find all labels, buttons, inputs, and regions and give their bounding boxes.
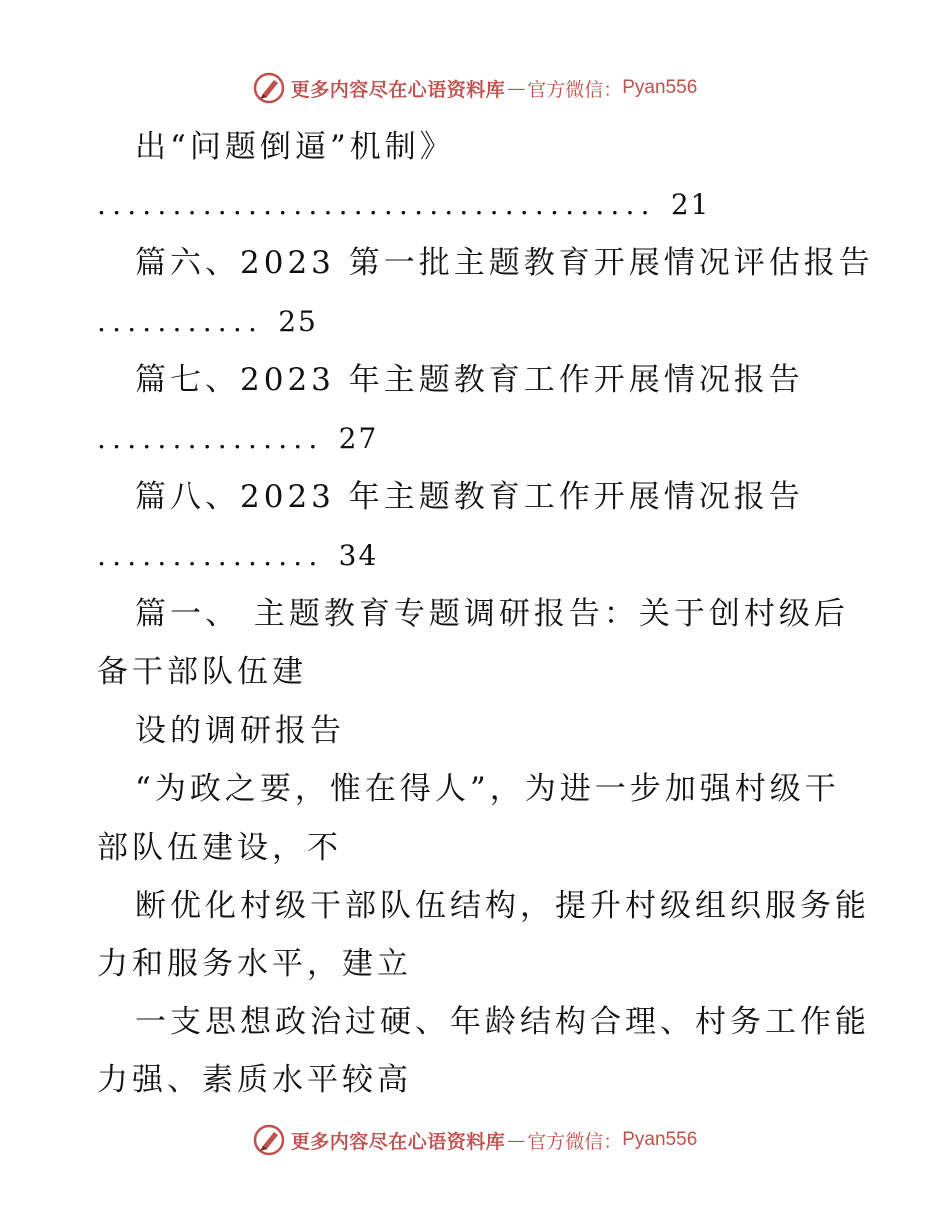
watermark-main-text: 更多内容尽在心语资料库 [290,78,506,101]
toc-dots: ........... [97,305,264,338]
toc-leader [97,419,378,459]
section-heading: 篇一、 主题教育专题调研报告：关于创村级后 [135,596,849,632]
watermark-main-text: 更多内容尽在心语资料库 [290,1130,506,1153]
watermark-banner-bottom [0,1120,950,1160]
watermark-dash: — [507,77,526,99]
watermark-banner-top [0,68,950,108]
watermark-id: Pyan556 [622,1129,698,1150]
body-paragraph-line: 力强、素质水平较高 [97,1062,412,1098]
toc-entry-title: 篇八、2023 年主题教育工作开展情况报告 [135,479,804,515]
toc-page-number: 21 [670,188,711,221]
body-paragraph-line: “为政之要，惟在得人”，为进一步加强村级干 [135,771,840,807]
toc-entry-title: 篇六、2023 第一批主题教育开展情况评估报告 [135,245,874,281]
pen-logo-icon [253,72,285,104]
watermark-sub-text: 官方微信： [527,1130,623,1153]
toc-leader [97,536,378,576]
body-paragraph-line: 一支思想政治过硬、年龄结构合理、村务工作能 [135,1004,870,1040]
toc-entry-title: 篇七、2023 年主题教育工作开展情况报告 [135,362,804,398]
toc-leader [97,185,710,225]
watermark-dash: — [507,1129,526,1151]
toc-page-number: 25 [278,305,318,338]
toc-leader [97,302,318,342]
toc-page-number: 34 [338,539,379,572]
body-paragraph-line: 力和服务水平，建立 [97,946,412,982]
pen-logo-icon [253,1124,285,1156]
toc-page-number: 27 [338,422,379,455]
toc-dots: ............... [97,539,324,572]
section-heading-cont: 设的调研报告 [135,713,345,749]
body-paragraph-line: 部队伍建设，不 [97,830,342,866]
toc-dots: ............... [97,422,324,455]
watermark-sub-text: 官方微信： [527,78,623,101]
watermark-id: Pyan556 [622,77,698,98]
toc-entry-title: 出“问题倒逼”机制》 [135,129,455,165]
section-heading-cont: 备干部队伍建 [97,654,307,690]
body-paragraph-line: 断优化村级干部队伍结构，提升村级组织服务能 [135,888,870,924]
toc-dots: ..................................... [97,188,656,221]
